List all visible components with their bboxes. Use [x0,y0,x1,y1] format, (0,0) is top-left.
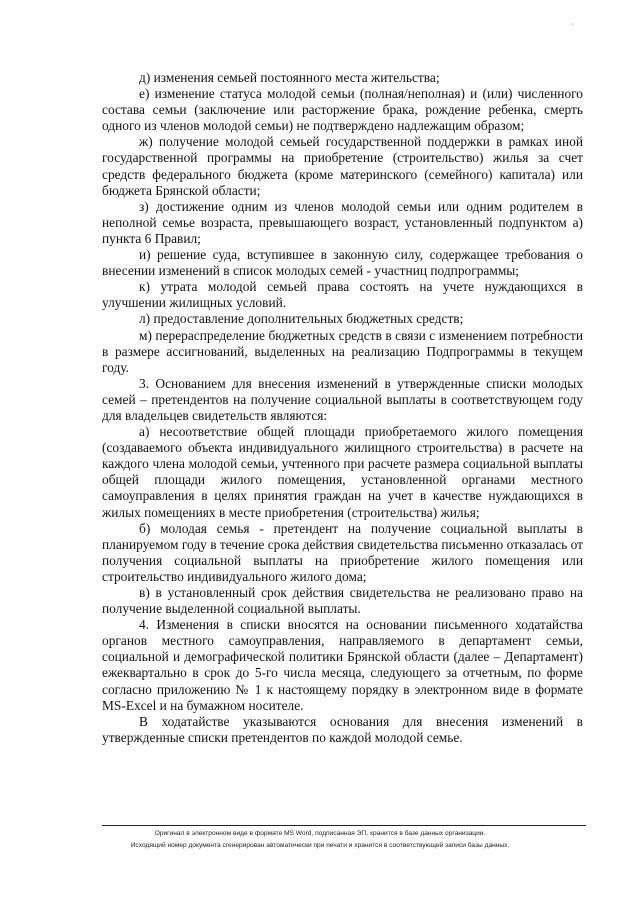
paragraph-3b: б) молодая семья - претендент на получение социальной выплаты в планируемом году в течение срока действия свидетельства письменно отказалась от получения социальной выплаты на приобретение жилого помещения или строительство индивидуального жилого дома; [102,520,583,584]
corner-mark: ' [572,22,574,31]
paragraph-z: з) достижение одним из членов молодой семьи или одним родителем в неполной семье возраста, превышающего возраст, установленный подпунктом а) пункта 6 Правил; [102,198,583,246]
paragraph-3v: в) в установленный срок действия свидетельства не реализовано право на получение выделенной социальной выплаты. [102,585,583,617]
paragraph-l: л) предоставление дополнительных бюджетных средств; [139,311,464,327]
paragraph-zh: ж) получение молодой семьей государственной поддержки в рамках иной государственной программы на приобретение (строительство) жилья за счет средств федерального бюджета (кроме материнского (семейного) капитала) или бюджета Брянской области; [102,134,583,198]
document-body [102,70,583,746]
paragraph-i: и) решение суда, вступившее в законную силу, содержащее требования о внесении изменений в список молодых семей - участниц подпрограммы; [102,247,583,279]
paragraph-petition-grounds: В ходатайстве указываются основания для внесения изменений в утвержденные списки претендентов по каждой молодой семье. [102,713,583,745]
footer-original-note: Оригинал в электронном виде в формате MS Word, подписанная ЭП, хранится в базе данных организации. [154,830,486,837]
footer-divider [102,825,586,826]
paragraph-section-4: 4. Изменения в списки вносятся на основании письменного ходатайства органов местного самоуправления, направляемого в департамент семьи, социальной и демографической политики Брянской области (далее – Департамент) ежеквартально в срок до 5-го числа месяца, следующего за отчетным, по форме согласно приложению № 1 к настоящему порядку в электронном виде в формате MS-Excel и на бумажном носителе. [102,617,583,713]
paragraph-d: д) изменения семьей постоянного места жительства; [139,70,440,85]
paragraph-k: к) утрата молодой семьей права состоять на учете нуждающихся в улучшении жилищных условий. [102,279,583,311]
paragraph-e: е) изменение статуса молодой семьи (полная/неполная) и (или) численного состава семьи (заключение или расторжение брака, рождение ребенка, смерть одного из членов молодой семьи) не подтверждено надлежащим образом; [102,86,583,134]
paragraph-section-3: 3. Основанием для внесения изменений в утвержденные списки молодых семей – претендентов на получение социальной выплаты в соответствующем году для владельцев свидетельств являются: [102,375,583,423]
footer-number-note: Исходящий номер документа сгенерирован автоматически при печати и хранится в соответствующей записи базы данных. [130,842,510,849]
paragraph-3a: а) несоответствие общей площади приобретаемого жилого помещения (создаваемого объекта индивидуального жилищного строительства) в расчете на каждого члена молодой семьи, учтенного при расчете размера социальной выплаты общей площади жилого помещения, установленной органами местного самоуправления в целях принятия граждан на учет в качестве нуждающихся в жилых помещениях в месте приобретения (строительства) жилья; [102,424,583,520]
paragraph-m: м) перераспределение бюджетных средств в связи с изменением потребности в размере ассигнований, выделенных на реализацию Подпрограммы в текущем году. [102,327,583,375]
